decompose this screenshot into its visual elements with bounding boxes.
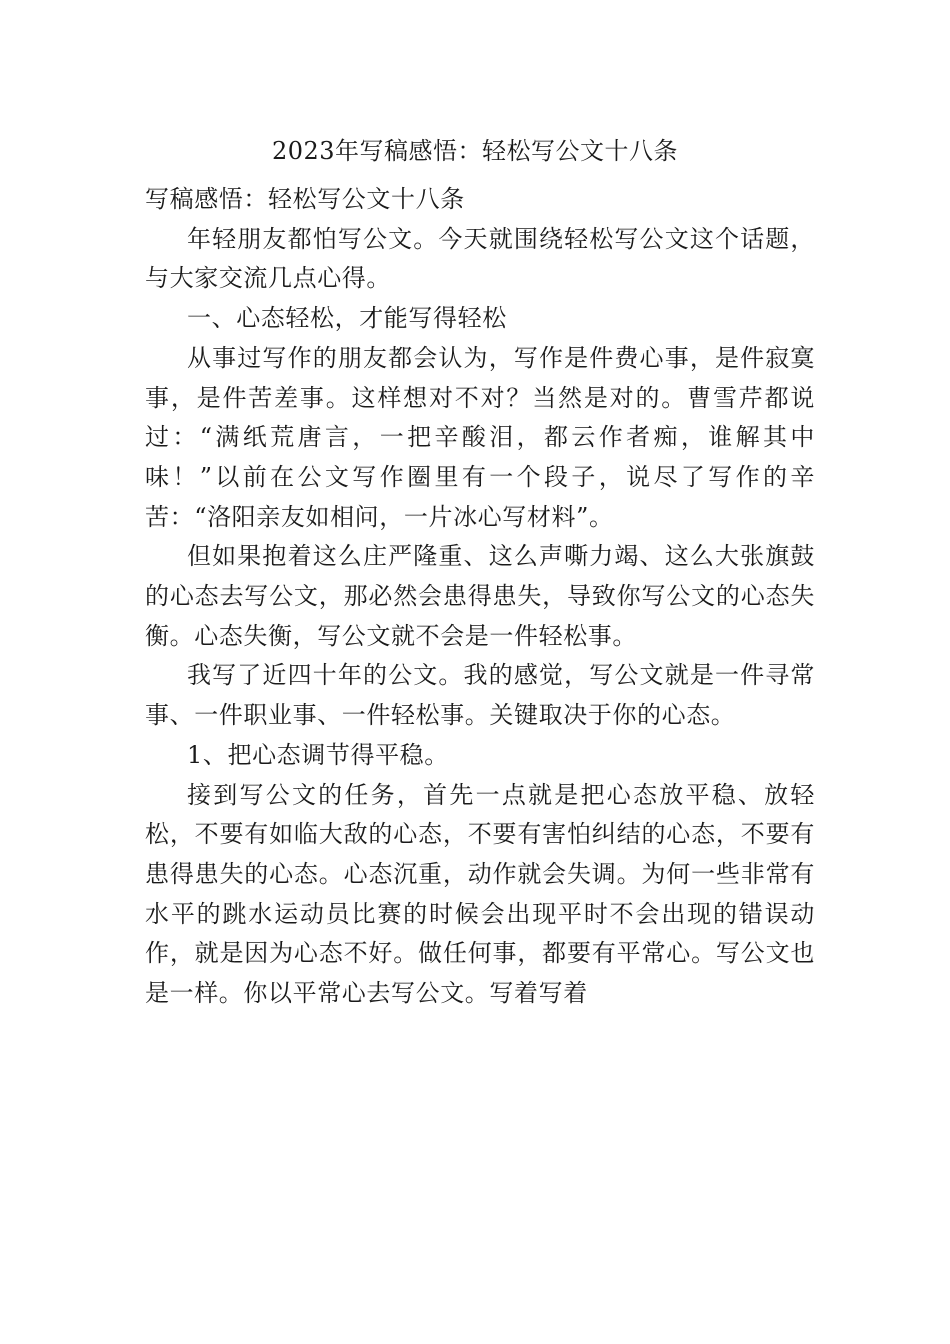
- subheading-1: 1、把心态调节得平稳。: [187, 740, 449, 769]
- body-paragraph: 从事过写作的朋友都会认为，写作是件费心事，是件寂寞事，是件苦差事。这样想对不对？当然是对的。曹雪芹都说过：“满纸荒唐言，一把辛酸泪，都云作者痴，谁解其中味！”以前在公文写作圈里有一个段子，说尽了写作的辛苦：“洛阳亲友如相问，一片冰心写材料”。: [145, 343, 815, 531]
- section-heading-1: 一、心态轻松，才能写得轻松: [187, 304, 507, 333]
- body-paragraph: 但如果抱着这么庄严隆重、这么声嘶力竭、这么大张旗鼓的心态去写公文，那必然会患得患失，导致你写公文的心态失衡。心态失衡，写公文就不会是一件轻松事。: [145, 542, 815, 650]
- document-title: 2023年写稿感悟：轻松写公文十八条: [271, 137, 679, 165]
- document-body: [145, 180, 815, 1014]
- body-paragraph: 我写了近四十年的公文。我的感觉，写公文就是一件寻常事、一件职业事、一件轻松事。关键取决于你的心态。: [145, 661, 815, 730]
- subtitle-line: 写稿感悟：轻松写公文十八条: [145, 185, 465, 213]
- body-paragraph: 接到写公文的任务，首先一点就是把心态放平稳、放轻松，不要有如临大敌的心态，不要有害怕纠结的心态，不要有患得患失的心态。心态沉重，动作就会失调。为何一些非常有水平的跳水运动员比赛的时候会出现平时不会出现的错误动作，就是因为心态不好。做任何事，都要有平常心。写公文也是一样。你以平常心去写公文。写着写着: [145, 780, 815, 1008]
- intro-paragraph: 年轻朋友都怕写公文。今天就围绕轻松写公文这个话题，与大家交流几点心得。: [145, 224, 815, 293]
